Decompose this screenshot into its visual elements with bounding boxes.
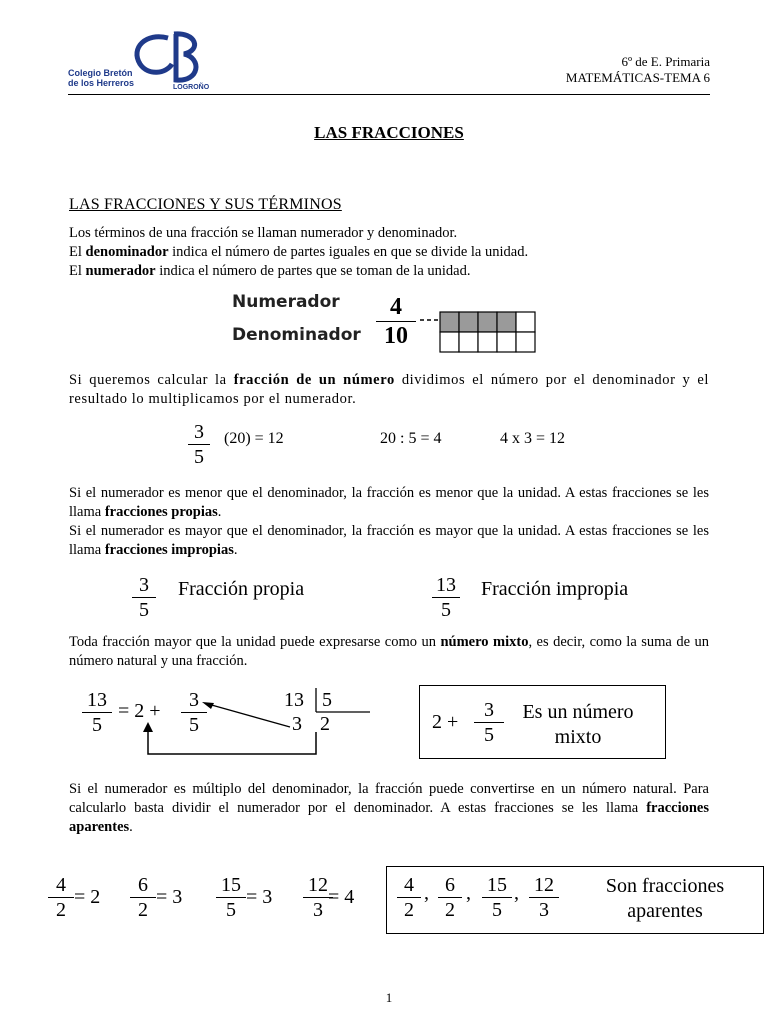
grid-cell — [516, 332, 535, 352]
grid-cell — [497, 332, 516, 352]
grid-cell-shaded — [440, 312, 459, 332]
grid-cell-shaded — [459, 312, 478, 332]
apparent-result: = 3 — [246, 886, 273, 908]
proper-paragraph: Si el numerador es menor que el denominador, la fracción es menor que la unidad. A estas fracciones se les llama fracciones propias. — [69, 485, 709, 520]
school-logo — [68, 30, 208, 92]
calc-expr2: 20 : 5 = 4 — [380, 430, 442, 447]
improper-label: Fracción impropia — [481, 578, 629, 600]
grid-cell — [459, 332, 478, 352]
apparent-fraction: 12 3 — [303, 874, 333, 921]
terms-line3: El numerador indica el número de partes que se toman de la unidad. — [69, 263, 471, 279]
mixed-arrows — [130, 684, 380, 760]
grid-cell — [478, 332, 497, 352]
apparent-fraction: 6 2 — [130, 874, 156, 921]
grid-cell-shaded — [497, 312, 516, 332]
logo-city: LOGROÑO — [173, 84, 210, 91]
division-quotient: 2 — [320, 713, 330, 735]
diagram-fraction — [376, 294, 416, 349]
mixed-equals: = 2 + — [118, 700, 161, 722]
diagram-denominator: 10 — [384, 323, 408, 349]
box-comma: , — [424, 882, 429, 904]
calc-fraction: 3 5 — [188, 421, 210, 468]
box-comma: , — [466, 882, 471, 904]
improper-paragraph: Si el numerador es mayor que el denominador, la fracción es mayor que la unidad. A estas fracciones se les llama fracciones impropias. — [69, 523, 709, 558]
proper-fraction: 3 5 — [132, 574, 156, 621]
calc-paragraph: Si queremos calcular la fracción de un número dividimos el número por el denominador y el resultado lo multiplicamos por el numerador. — [69, 372, 709, 407]
calc-expr1: (20) = 12 — [224, 430, 284, 447]
header-subject: MATEMÁTICAS-TEMA 6 — [565, 70, 710, 85]
apparent-paragraph: Si el numerador es múltiplo del denominador, la fracción puede convertirse en un número natural. Para calcularlo basta dividir el numerador por el denominador. A estas fracciones se les llama fracciones aparentes. — [69, 781, 709, 835]
page-number: 1 — [385, 990, 393, 1005]
calc-expr3: 4 x 3 = 12 — [500, 430, 566, 447]
box-apparent-fraction: 4 2 — [397, 874, 421, 921]
box-apparent-fraction: 15 5 — [482, 874, 512, 921]
box-apparent-fraction: 6 2 — [438, 874, 462, 921]
label-denominator: Denominador — [232, 325, 361, 345]
mixed-paragraph: Toda fracción mayor que la unidad puede expresarse como un número mixto, es decir, como la suma de un número natural y una fracción. — [69, 634, 709, 669]
mixed-fraction: 13 5 — [82, 689, 112, 736]
proper-label: Fracción propia — [178, 578, 305, 600]
box-apparent-label: Son fracciones aparentes — [605, 875, 725, 922]
logo-name-line1: Colegio Bretón — [68, 68, 133, 78]
terms-paragraph — [69, 224, 709, 281]
page-title: LAS FRACCIONES — [314, 123, 464, 142]
unit-grid — [418, 308, 538, 360]
grid-cell — [440, 332, 459, 352]
terms-line1: Los términos de una fracción se llaman numerador y denominador. — [69, 225, 458, 241]
section-heading-terms: LAS FRACCIONES Y SUS TÉRMINOS — [69, 196, 342, 213]
box-mixed-label: Es un número mixto — [522, 701, 634, 748]
box-apparent-fraction: 12 3 — [529, 874, 559, 921]
mixed-fraction-part: 3 5 — [181, 689, 207, 736]
logo-name-line2: de los Herreros — [68, 78, 135, 88]
label-numerator: Numerador — [232, 292, 340, 312]
apparent-result: = 4 — [328, 886, 355, 908]
diagram-numerator: 4 — [390, 294, 402, 320]
division-divisor: 5 — [322, 689, 332, 711]
grid-cell — [516, 312, 535, 332]
apparent-fraction: 15 5 — [216, 874, 246, 921]
apparent-fraction: 4 2 — [48, 874, 74, 921]
box-prefix: 2 + — [432, 711, 459, 733]
grid-cell-shaded — [478, 312, 497, 332]
box-comma: , — [514, 882, 519, 904]
header-grade: 6º de E. Primaria — [621, 54, 710, 69]
apparent-result: = 3 — [156, 886, 183, 908]
apparent-result: = 2 — [74, 886, 101, 908]
header-divider — [68, 94, 710, 95]
box-fraction: 3 5 — [474, 699, 504, 746]
improper-fraction: 13 5 — [432, 574, 460, 621]
terms-line2: El denominador indica el número de partes iguales en que se divide la unidad. — [69, 244, 529, 260]
division-dividend: 13 — [284, 689, 304, 711]
division-remainder: 3 — [292, 713, 302, 735]
